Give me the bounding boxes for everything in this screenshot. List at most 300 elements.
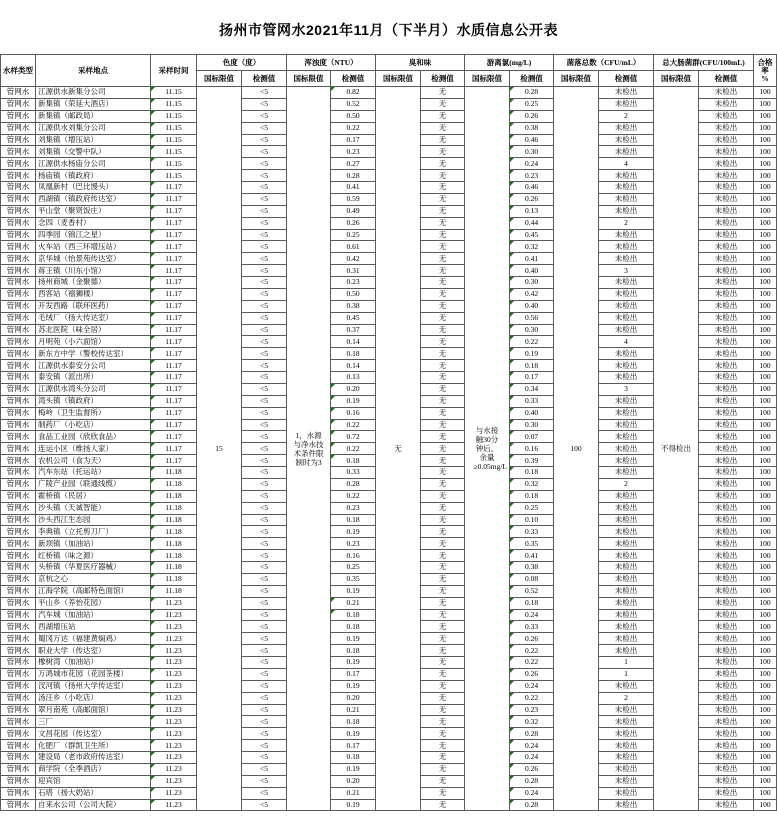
cell-date[interactable]: 11.17: [151, 324, 197, 336]
cell-coliform-value[interactable]: 未检出: [699, 514, 754, 526]
cell-chlorine-value[interactable]: 0.24: [510, 740, 554, 752]
cell-odor-value[interactable]: 无: [421, 704, 465, 716]
cell-chroma-value[interactable]: <5: [242, 740, 287, 752]
cell-date[interactable]: 11.23: [151, 740, 197, 752]
cell-odor-value[interactable]: 无: [421, 241, 465, 253]
cell-coliform-value[interactable]: 未检出: [699, 716, 754, 728]
cell-turbidity-value[interactable]: 0.14: [331, 360, 376, 372]
cell-turbidity-value[interactable]: 0.19: [331, 799, 376, 811]
cell-chroma-value[interactable]: <5: [242, 253, 287, 265]
cell-coliform-value[interactable]: 未检出: [699, 431, 754, 443]
subcol-coliform-value[interactable]: 检测值: [699, 71, 754, 87]
cell-chlorine-value[interactable]: 0.17: [510, 372, 554, 384]
cell-date[interactable]: 11.23: [151, 609, 197, 621]
cell-coliform-value[interactable]: 未检出: [699, 253, 754, 265]
cell-coliform-value[interactable]: 未检出: [699, 799, 754, 811]
cell-odor-value[interactable]: 无: [421, 502, 465, 514]
cell-coliform-value[interactable]: 未检出: [699, 752, 754, 764]
cell-pass-rate[interactable]: 100: [754, 324, 777, 336]
cell-turbidity-value[interactable]: 0.28: [331, 478, 376, 490]
cell-chlorine-value[interactable]: 0.46: [510, 134, 554, 146]
cell-coliform-value[interactable]: 未检出: [699, 122, 754, 134]
cell-date[interactable]: 11.17: [151, 419, 197, 431]
cell-site[interactable]: 刘集镇（交警中队）: [36, 146, 151, 158]
cell-odor-value[interactable]: 无: [421, 265, 465, 277]
cell-turbidity-value[interactable]: 0.19: [331, 633, 376, 645]
cell-coliform-value[interactable]: 未检出: [699, 775, 754, 787]
col-header-chlorine[interactable]: 游离氯(mg/L): [465, 55, 554, 71]
cell-coliform-value[interactable]: 未检出: [699, 300, 754, 312]
cell-pass-rate[interactable]: 100: [754, 514, 777, 526]
cell-date[interactable]: 11.23: [151, 657, 197, 669]
cell-sample-type[interactable]: 管网水: [1, 98, 36, 110]
cell-site[interactable]: 京杭之心: [36, 573, 151, 585]
cell-odor-value[interactable]: 无: [421, 787, 465, 799]
cell-odor-value[interactable]: 无: [421, 134, 465, 146]
cell-bacteria-value[interactable]: 未检出: [599, 514, 654, 526]
cell-date[interactable]: 11.15: [151, 110, 197, 122]
cell-turbidity-value[interactable]: 0.45: [331, 312, 376, 324]
col-header-coliform[interactable]: 总大肠菌群(CFU/100mL): [654, 55, 754, 71]
cell-coliform-value[interactable]: 未检出: [699, 645, 754, 657]
cell-chroma-value[interactable]: <5: [242, 348, 287, 360]
cell-odor-value[interactable]: 无: [421, 372, 465, 384]
cell-odor-value[interactable]: 无: [421, 633, 465, 645]
cell-turbidity-value[interactable]: 0.49: [331, 205, 376, 217]
cell-chlorine-value[interactable]: 0.28: [510, 87, 554, 99]
cell-bacteria-value[interactable]: 3: [599, 265, 654, 277]
cell-chroma-value[interactable]: <5: [242, 775, 287, 787]
cell-chlorine-limit[interactable]: 与水接触30分钟后，余量≥0.05mg/L: [465, 87, 510, 811]
cell-chlorine-value[interactable]: 0.22: [510, 657, 554, 669]
cell-sample-type[interactable]: 管网水: [1, 360, 36, 372]
cell-sample-type[interactable]: 管网水: [1, 193, 36, 205]
cell-odor-value[interactable]: 无: [421, 395, 465, 407]
cell-pass-rate[interactable]: 100: [754, 573, 777, 585]
cell-date[interactable]: 11.15: [151, 122, 197, 134]
col-header-bacteria[interactable]: 菌落总数（CFU/mL）: [554, 55, 654, 71]
cell-chlorine-value[interactable]: 0.26: [510, 668, 554, 680]
cell-pass-rate[interactable]: 100: [754, 98, 777, 110]
cell-site[interactable]: 四季园（锦江之星）: [36, 229, 151, 241]
cell-odor-value[interactable]: 无: [421, 348, 465, 360]
cell-odor-value[interactable]: 无: [421, 288, 465, 300]
cell-pass-rate[interactable]: 100: [754, 348, 777, 360]
cell-chlorine-value[interactable]: 0.30: [510, 419, 554, 431]
cell-pass-rate[interactable]: 100: [754, 383, 777, 395]
cell-chlorine-value[interactable]: 0.40: [510, 407, 554, 419]
cell-pass-rate[interactable]: 100: [754, 431, 777, 443]
cell-pass-rate[interactable]: 100: [754, 312, 777, 324]
cell-odor-value[interactable]: 无: [421, 170, 465, 182]
cell-turbidity-value[interactable]: 0.22: [331, 443, 376, 455]
cell-chlorine-value[interactable]: 0.22: [510, 645, 554, 657]
cell-turbidity-value[interactable]: 0.18: [331, 716, 376, 728]
cell-pass-rate[interactable]: 100: [754, 146, 777, 158]
cell-date[interactable]: 11.18: [151, 562, 197, 574]
cell-date[interactable]: 11.15: [151, 158, 197, 170]
cell-odor-value[interactable]: 无: [421, 716, 465, 728]
cell-turbidity-value[interactable]: 0.61: [331, 241, 376, 253]
cell-turbidity-value[interactable]: 0.17: [331, 134, 376, 146]
cell-sample-type[interactable]: 管网水: [1, 478, 36, 490]
cell-date[interactable]: 11.17: [151, 395, 197, 407]
cell-date[interactable]: 11.15: [151, 87, 197, 99]
cell-turbidity-value[interactable]: 0.25: [331, 229, 376, 241]
cell-site[interactable]: 连运小区（维扬人家）: [36, 443, 151, 455]
cell-site[interactable]: 火车站（西三环增压站）: [36, 241, 151, 253]
cell-chroma-value[interactable]: <5: [242, 692, 287, 704]
cell-coliform-value[interactable]: 未检出: [699, 407, 754, 419]
cell-bacteria-value[interactable]: 未检出: [599, 372, 654, 384]
cell-chroma-value[interactable]: <5: [242, 241, 287, 253]
cell-date[interactable]: 11.17: [151, 288, 197, 300]
cell-coliform-value[interactable]: 未检出: [699, 193, 754, 205]
cell-site[interactable]: 刘集镇（增压站）: [36, 134, 151, 146]
cell-chroma-value[interactable]: <5: [242, 538, 287, 550]
cell-bacteria-value[interactable]: 未检出: [599, 455, 654, 467]
cell-pass-rate[interactable]: 100: [754, 692, 777, 704]
cell-date[interactable]: 11.17: [151, 277, 197, 289]
subcol-turbidity-limit[interactable]: 国标限值: [287, 71, 331, 87]
cell-sample-type[interactable]: 管网水: [1, 716, 36, 728]
cell-coliform-value[interactable]: 未检出: [699, 692, 754, 704]
cell-coliform-value[interactable]: 未检出: [699, 110, 754, 122]
cell-sample-type[interactable]: 管网水: [1, 443, 36, 455]
cell-sample-type[interactable]: 管网水: [1, 692, 36, 704]
cell-sample-type[interactable]: 管网水: [1, 704, 36, 716]
cell-bacteria-value[interactable]: 未检出: [599, 419, 654, 431]
cell-pass-rate[interactable]: 100: [754, 193, 777, 205]
cell-site[interactable]: 江源供水杨庙分公司: [36, 158, 151, 170]
cell-bacteria-value[interactable]: 未检出: [599, 134, 654, 146]
cell-chroma-value[interactable]: <5: [242, 419, 287, 431]
cell-chlorine-value[interactable]: 0.33: [510, 395, 554, 407]
cell-chlorine-value[interactable]: 0.46: [510, 182, 554, 194]
cell-odor-value[interactable]: 无: [421, 122, 465, 134]
subcol-chlorine-limit[interactable]: 国标限值: [465, 71, 510, 87]
cell-chroma-value[interactable]: <5: [242, 158, 287, 170]
cell-chroma-value[interactable]: <5: [242, 324, 287, 336]
cell-sample-type[interactable]: 管网水: [1, 288, 36, 300]
cell-chlorine-value[interactable]: 0.18: [510, 597, 554, 609]
cell-coliform-value[interactable]: 未检出: [699, 182, 754, 194]
cell-chroma-value[interactable]: <5: [242, 467, 287, 479]
cell-bacteria-value[interactable]: 未检出: [599, 728, 654, 740]
cell-site[interactable]: 头桥镇（华夏医疗器械）: [36, 562, 151, 574]
cell-date[interactable]: 11.23: [151, 704, 197, 716]
cell-turbidity-value[interactable]: 0.18: [331, 455, 376, 467]
cell-odor-value[interactable]: 无: [421, 573, 465, 585]
cell-sample-type[interactable]: 管网水: [1, 455, 36, 467]
cell-sample-type[interactable]: 管网水: [1, 597, 36, 609]
cell-sample-type[interactable]: 管网水: [1, 265, 36, 277]
cell-chlorine-value[interactable]: 0.32: [510, 716, 554, 728]
cell-bacteria-value[interactable]: 未检出: [599, 205, 654, 217]
cell-turbidity-value[interactable]: 0.38: [331, 300, 376, 312]
cell-site[interactable]: 新坝镇（加油站）: [36, 538, 151, 550]
cell-turbidity-value[interactable]: 0.35: [331, 573, 376, 585]
cell-turbidity-value[interactable]: 0.21: [331, 704, 376, 716]
cell-bacteria-value[interactable]: 未检出: [599, 431, 654, 443]
cell-pass-rate[interactable]: 100: [754, 443, 777, 455]
cell-bacteria-value[interactable]: 未检出: [599, 193, 654, 205]
cell-coliform-value[interactable]: 未检出: [699, 419, 754, 431]
cell-bacteria-value[interactable]: 未检出: [599, 288, 654, 300]
cell-coliform-value[interactable]: 未检出: [699, 550, 754, 562]
cell-date[interactable]: 11.17: [151, 205, 197, 217]
cell-odor-value[interactable]: 无: [421, 597, 465, 609]
cell-pass-rate[interactable]: 100: [754, 704, 777, 716]
cell-chroma-value[interactable]: <5: [242, 407, 287, 419]
cell-turbidity-value[interactable]: 0.28: [331, 170, 376, 182]
cell-chroma-value[interactable]: <5: [242, 645, 287, 657]
cell-pass-rate[interactable]: 100: [754, 763, 777, 775]
cell-bacteria-value[interactable]: 4: [599, 158, 654, 170]
cell-bacteria-value[interactable]: 未检出: [599, 170, 654, 182]
col-header-turbidity[interactable]: 浑浊度（NTU）: [287, 55, 376, 71]
cell-site[interactable]: 职业大学（传达室）: [36, 645, 151, 657]
cell-chroma-limit[interactable]: 15: [197, 87, 242, 811]
cell-date[interactable]: 11.18: [151, 467, 197, 479]
cell-chroma-value[interactable]: <5: [242, 170, 287, 182]
cell-site[interactable]: 江源供水泰安分公司: [36, 360, 151, 372]
cell-date[interactable]: 11.23: [151, 716, 197, 728]
cell-pass-rate[interactable]: 100: [754, 633, 777, 645]
cell-coliform-value[interactable]: 未检出: [699, 680, 754, 692]
cell-sample-type[interactable]: 管网水: [1, 300, 36, 312]
cell-chlorine-value[interactable]: 0.08: [510, 573, 554, 585]
cell-chlorine-value[interactable]: 0.42: [510, 288, 554, 300]
cell-site[interactable]: 沙头西江生态园: [36, 514, 151, 526]
cell-odor-value[interactable]: 无: [421, 360, 465, 372]
cell-odor-value[interactable]: 无: [421, 407, 465, 419]
cell-coliform-value[interactable]: 未检出: [699, 395, 754, 407]
cell-odor-value[interactable]: 无: [421, 193, 465, 205]
cell-chroma-value[interactable]: <5: [242, 704, 287, 716]
cell-date[interactable]: 11.23: [151, 680, 197, 692]
cell-site[interactable]: 汊河镇（扬州大学传达室）: [36, 680, 151, 692]
cell-chroma-value[interactable]: <5: [242, 205, 287, 217]
cell-odor-value[interactable]: 无: [421, 158, 465, 170]
cell-pass-rate[interactable]: 100: [754, 158, 777, 170]
cell-sample-type[interactable]: 管网水: [1, 526, 36, 538]
cell-odor-value[interactable]: 无: [421, 229, 465, 241]
cell-coliform-value[interactable]: 未检出: [699, 478, 754, 490]
cell-site[interactable]: 苏北医院（味全居）: [36, 324, 151, 336]
cell-site[interactable]: 蒋王镇（川东小馆）: [36, 265, 151, 277]
cell-coliform-value[interactable]: 未检出: [699, 348, 754, 360]
cell-date[interactable]: 11.17: [151, 360, 197, 372]
cell-site[interactable]: 万鸿城市花园（花园茶楼）: [36, 668, 151, 680]
cell-date[interactable]: 11.23: [151, 799, 197, 811]
cell-coliform-value[interactable]: 未检出: [699, 372, 754, 384]
cell-coliform-value[interactable]: 未检出: [699, 763, 754, 775]
cell-coliform-value[interactable]: 未检出: [699, 597, 754, 609]
cell-chlorine-value[interactable]: 0.24: [510, 752, 554, 764]
cell-chroma-value[interactable]: <5: [242, 122, 287, 134]
cell-pass-rate[interactable]: 100: [754, 740, 777, 752]
cell-chroma-value[interactable]: <5: [242, 98, 287, 110]
cell-coliform-value[interactable]: 未检出: [699, 265, 754, 277]
cell-pass-rate[interactable]: 100: [754, 597, 777, 609]
cell-pass-rate[interactable]: 100: [754, 478, 777, 490]
cell-chroma-value[interactable]: <5: [242, 728, 287, 740]
cell-pass-rate[interactable]: 100: [754, 241, 777, 253]
cell-chroma-value[interactable]: <5: [242, 372, 287, 384]
cell-turbidity-value[interactable]: 0.50: [331, 288, 376, 300]
cell-bacteria-value[interactable]: 未检出: [599, 122, 654, 134]
cell-odor-value[interactable]: 无: [421, 799, 465, 811]
cell-pass-rate[interactable]: 100: [754, 645, 777, 657]
cell-site[interactable]: 月明苑（小六面馆）: [36, 336, 151, 348]
cell-date[interactable]: 11.23: [151, 645, 197, 657]
cell-bacteria-value[interactable]: 未检出: [599, 787, 654, 799]
cell-odor-value[interactable]: 无: [421, 87, 465, 99]
cell-odor-value[interactable]: 无: [421, 277, 465, 289]
cell-date[interactable]: 11.23: [151, 763, 197, 775]
cell-chroma-value[interactable]: <5: [242, 585, 287, 597]
cell-bacteria-limit[interactable]: 100: [554, 87, 599, 811]
cell-chlorine-value[interactable]: 0.26: [510, 193, 554, 205]
cell-site[interactable]: 开发西路（联环医药）: [36, 300, 151, 312]
cell-pass-rate[interactable]: 100: [754, 300, 777, 312]
cell-chroma-value[interactable]: <5: [242, 431, 287, 443]
cell-site[interactable]: 翠月南苑（高邮面馆）: [36, 704, 151, 716]
cell-chlorine-value[interactable]: 0.30: [510, 277, 554, 289]
cell-sample-type[interactable]: 管网水: [1, 645, 36, 657]
cell-odor-value[interactable]: 无: [421, 692, 465, 704]
subcol-chlorine-value[interactable]: 检测值: [510, 71, 554, 87]
cell-site[interactable]: 新集镇（荣延大酒店）: [36, 98, 151, 110]
cell-chroma-value[interactable]: <5: [242, 550, 287, 562]
cell-pass-rate[interactable]: 100: [754, 752, 777, 764]
cell-bacteria-value[interactable]: 未检出: [599, 573, 654, 585]
cell-pass-rate[interactable]: 100: [754, 265, 777, 277]
cell-chroma-value[interactable]: <5: [242, 182, 287, 194]
cell-coliform-value[interactable]: 未检出: [699, 288, 754, 300]
cell-odor-value[interactable]: 无: [421, 490, 465, 502]
cell-bacteria-value[interactable]: 未检出: [599, 680, 654, 692]
cell-site[interactable]: 湾头镇（镇政府）: [36, 395, 151, 407]
cell-date[interactable]: 11.18: [151, 526, 197, 538]
cell-odor-value[interactable]: 无: [421, 752, 465, 764]
cell-bacteria-value[interactable]: 未检出: [599, 253, 654, 265]
cell-odor-value[interactable]: 无: [421, 182, 465, 194]
cell-sample-type[interactable]: 管网水: [1, 740, 36, 752]
cell-site[interactable]: 橡树湾（加油站）: [36, 657, 151, 669]
cell-turbidity-value[interactable]: 0.27: [331, 158, 376, 170]
cell-chroma-value[interactable]: <5: [242, 573, 287, 585]
cell-turbidity-value[interactable]: 0.21: [331, 787, 376, 799]
cell-pass-rate[interactable]: 100: [754, 217, 777, 229]
cell-coliform-value[interactable]: 未检出: [699, 360, 754, 372]
cell-bacteria-value[interactable]: 未检出: [599, 550, 654, 562]
cell-pass-rate[interactable]: 100: [754, 288, 777, 300]
cell-odor-value[interactable]: 无: [421, 467, 465, 479]
cell-turbidity-value[interactable]: 0.18: [331, 645, 376, 657]
cell-site[interactable]: 石塔（扬大奶站）: [36, 787, 151, 799]
cell-chroma-value[interactable]: <5: [242, 110, 287, 122]
cell-bacteria-value[interactable]: 未检出: [599, 98, 654, 110]
cell-chlorine-value[interactable]: 0.18: [510, 467, 554, 479]
cell-chroma-value[interactable]: <5: [242, 300, 287, 312]
cell-bacteria-value[interactable]: 未检出: [599, 526, 654, 538]
cell-sample-type[interactable]: 管网水: [1, 146, 36, 158]
cell-coliform-value[interactable]: 未检出: [699, 229, 754, 241]
cell-site[interactable]: 江海学院（高邮特色面馆）: [36, 585, 151, 597]
cell-bacteria-value[interactable]: 未检出: [599, 752, 654, 764]
cell-chroma-value[interactable]: <5: [242, 193, 287, 205]
cell-turbidity-value[interactable]: 0.23: [331, 277, 376, 289]
cell-bacteria-value[interactable]: 未检出: [599, 597, 654, 609]
cell-chroma-value[interactable]: <5: [242, 668, 287, 680]
cell-sample-type[interactable]: 管网水: [1, 372, 36, 384]
cell-bacteria-value[interactable]: 未检出: [599, 467, 654, 479]
cell-sample-type[interactable]: 管网水: [1, 799, 36, 811]
cell-coliform-value[interactable]: 未检出: [699, 324, 754, 336]
cell-sample-type[interactable]: 管网水: [1, 431, 36, 443]
cell-turbidity-value[interactable]: 0.22: [331, 419, 376, 431]
cell-odor-value[interactable]: 无: [421, 550, 465, 562]
cell-turbidity-value[interactable]: 0.19: [331, 526, 376, 538]
cell-site[interactable]: 新集镇（邮政局）: [36, 110, 151, 122]
cell-pass-rate[interactable]: 100: [754, 419, 777, 431]
cell-pass-rate[interactable]: 100: [754, 609, 777, 621]
cell-coliform-value[interactable]: 未检出: [699, 217, 754, 229]
cell-chroma-value[interactable]: <5: [242, 799, 287, 811]
cell-sample-type[interactable]: 管网水: [1, 787, 36, 799]
cell-sample-type[interactable]: 管网水: [1, 775, 36, 787]
cell-chlorine-value[interactable]: 0.19: [510, 348, 554, 360]
cell-site[interactable]: 迎宾馆: [36, 775, 151, 787]
cell-chroma-value[interactable]: <5: [242, 265, 287, 277]
cell-chlorine-value[interactable]: 0.26: [510, 633, 554, 645]
cell-chroma-value[interactable]: <5: [242, 288, 287, 300]
cell-chlorine-value[interactable]: 0.40: [510, 265, 554, 277]
cell-turbidity-value[interactable]: 0.16: [331, 407, 376, 419]
cell-bacteria-value[interactable]: 2: [599, 692, 654, 704]
cell-bacteria-value[interactable]: 未检出: [599, 585, 654, 597]
cell-odor-value[interactable]: 无: [421, 775, 465, 787]
cell-bacteria-value[interactable]: 3: [599, 383, 654, 395]
cell-chroma-value[interactable]: <5: [242, 383, 287, 395]
cell-sample-type[interactable]: 管网水: [1, 170, 36, 182]
cell-pass-rate[interactable]: 100: [754, 110, 777, 122]
cell-turbidity-value[interactable]: 0.18: [331, 514, 376, 526]
cell-sample-type[interactable]: 管网水: [1, 680, 36, 692]
cell-sample-type[interactable]: 管网水: [1, 205, 36, 217]
cell-chroma-value[interactable]: <5: [242, 763, 287, 775]
cell-sample-type[interactable]: 管网水: [1, 336, 36, 348]
cell-sample-type[interactable]: 管网水: [1, 217, 36, 229]
cell-site[interactable]: 西湖增压站: [36, 621, 151, 633]
cell-sample-type[interactable]: 管网水: [1, 752, 36, 764]
cell-pass-rate[interactable]: 100: [754, 799, 777, 811]
cell-sample-type[interactable]: 管网水: [1, 324, 36, 336]
cell-chlorine-value[interactable]: 0.25: [510, 502, 554, 514]
cell-coliform-value[interactable]: 未检出: [699, 740, 754, 752]
cell-site[interactable]: 霍桥镇（民居）: [36, 490, 151, 502]
cell-turbidity-value[interactable]: 0.41: [331, 182, 376, 194]
cell-bacteria-value[interactable]: 未检出: [599, 312, 654, 324]
col-header-pass-rate[interactable]: 合格率 %: [754, 55, 777, 87]
cell-odor-value[interactable]: 无: [421, 110, 465, 122]
cell-odor-value[interactable]: 无: [421, 668, 465, 680]
cell-bacteria-value[interactable]: 未检出: [599, 562, 654, 574]
col-header-chroma[interactable]: 色度（度）: [197, 55, 287, 71]
cell-turbidity-value[interactable]: 0.72: [331, 431, 376, 443]
